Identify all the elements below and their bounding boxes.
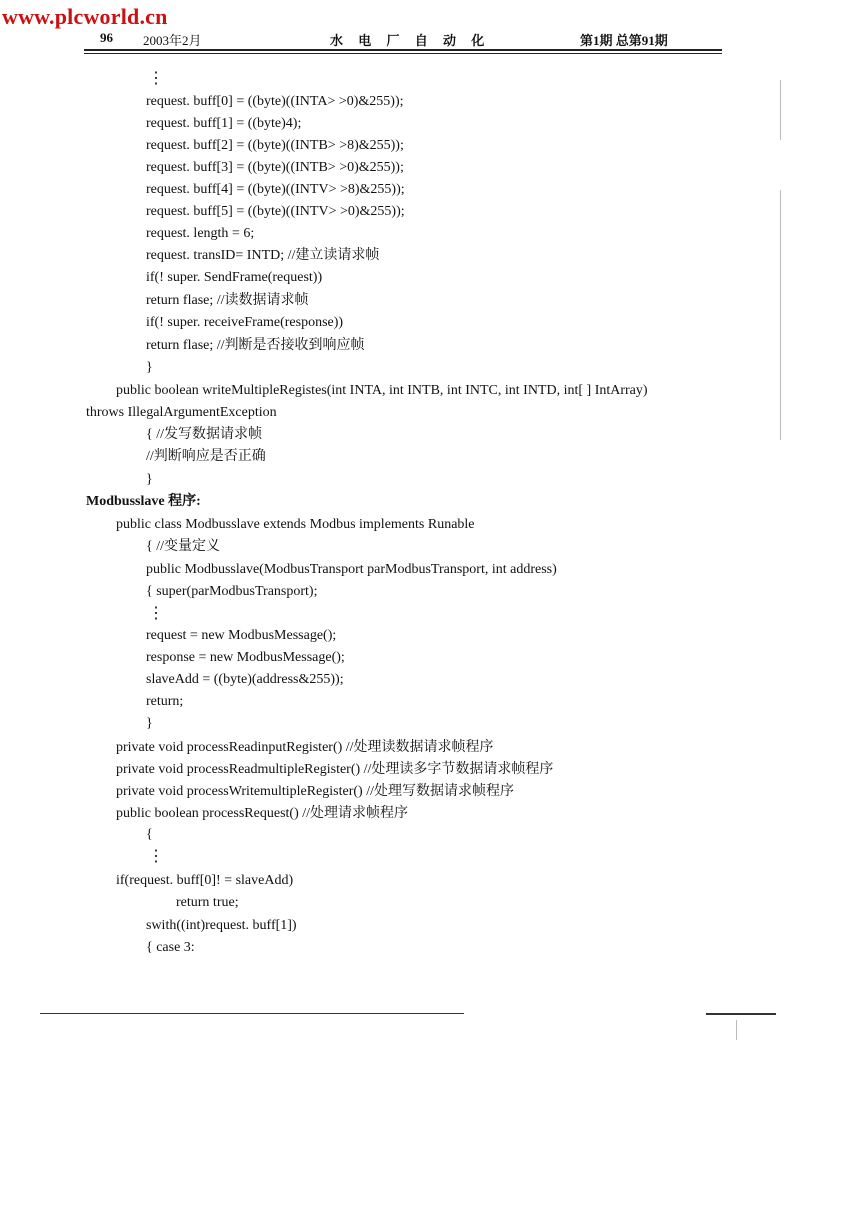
code-line: response = new ModbusMessage(); xyxy=(146,650,345,665)
code-line: private void processReadinputRegister() //处理读数据请求帧程序 xyxy=(116,740,494,755)
page-header xyxy=(0,30,852,50)
code-line: } xyxy=(146,716,153,731)
code-line: if(! super. SendFrame(request)) xyxy=(146,270,323,285)
issue-number: 第1期 总第91期 xyxy=(580,33,668,48)
page-number: 96 xyxy=(100,30,113,45)
code-line: } xyxy=(146,472,153,487)
code-line: slaveAdd = ((byte)(address&255)); xyxy=(146,672,344,687)
code-line: { super(parModbusTransport); xyxy=(146,584,318,599)
code-line: ⋮ xyxy=(148,848,164,865)
code-line: public boolean writeMultipleRegistes(int INTA, int INTB, int INTC, int INTD, int[ ] IntArray) xyxy=(116,383,648,398)
code-line: request. transID= INTD; //建立读请求帧 xyxy=(146,248,380,263)
code-line: public class Modbusslave extends Modbus implements Runable xyxy=(116,517,475,532)
footer-rule-right xyxy=(706,1013,776,1015)
code-line: request. buff[3] = ((byte)((INTB> >0)&255)); xyxy=(146,160,404,175)
code-line: } xyxy=(146,360,153,375)
code-line: { //变量定义 xyxy=(146,539,220,554)
code-line: throws IllegalArgumentException xyxy=(86,405,277,420)
code-line: request. buff[4] = ((byte)((INTV> >8)&255)); xyxy=(146,182,405,197)
journal-title: 水 电 厂 自 动 化 xyxy=(330,33,491,48)
scan-edge-mark xyxy=(736,1020,737,1040)
watermark: www.plcworld.cn xyxy=(2,4,168,29)
code-line: { case 3: xyxy=(146,940,195,955)
code-line: request. length = 6; xyxy=(146,226,255,241)
code-line: return true; xyxy=(176,895,239,910)
scan-edge-mark xyxy=(780,190,781,440)
issue-date: 2003年2月 xyxy=(143,33,202,48)
code-line: request. buff[2] = ((byte)((INTB> >8)&255)); xyxy=(146,138,404,153)
code-line: public boolean processRequest() //处理请求帧程序 xyxy=(116,806,409,821)
code-line: request. buff[5] = ((byte)((INTV> >0)&255)); xyxy=(146,204,405,219)
footer-rule-left xyxy=(40,1013,464,1014)
code-line: { //发写数据请求帧 xyxy=(146,427,262,442)
code-line: request. buff[0] = ((byte)((INTA> >0)&255)); xyxy=(146,94,404,109)
code-line: request. buff[1] = ((byte)4); xyxy=(146,116,302,131)
code-line: private void processReadmultipleRegister() //处理读多字节数据请求帧程序 xyxy=(116,762,554,777)
code-line: if(request. buff[0]! = slaveAdd) xyxy=(116,873,294,888)
code-line: private void processWritemultipleRegister() //处理写数据请求帧程序 xyxy=(116,784,514,799)
scan-edge-mark xyxy=(780,80,781,140)
code-line: request = new ModbusMessage(); xyxy=(146,628,337,643)
header-rule-thin xyxy=(84,53,722,54)
code-line: return; xyxy=(146,694,184,709)
header-rule-thick xyxy=(84,49,722,51)
code-line: { xyxy=(146,827,153,842)
code-line: return flase; //判断是否接收到响应帧 xyxy=(146,338,365,353)
code-line: //判断响应是否正确 xyxy=(146,449,266,464)
code-line: ⋮ xyxy=(148,70,164,87)
code-line: return flase; //读数据请求帧 xyxy=(146,293,309,308)
code-line: ⋮ xyxy=(148,605,164,622)
code-line: public Modbusslave(ModbusTransport parModbusTransport, int address) xyxy=(146,562,557,577)
code-line: if(! super. receiveFrame(response)) xyxy=(146,315,344,330)
code-line: Modbusslave 程序: xyxy=(86,494,201,509)
code-line: swith((int)request. buff[1]) xyxy=(146,918,297,933)
